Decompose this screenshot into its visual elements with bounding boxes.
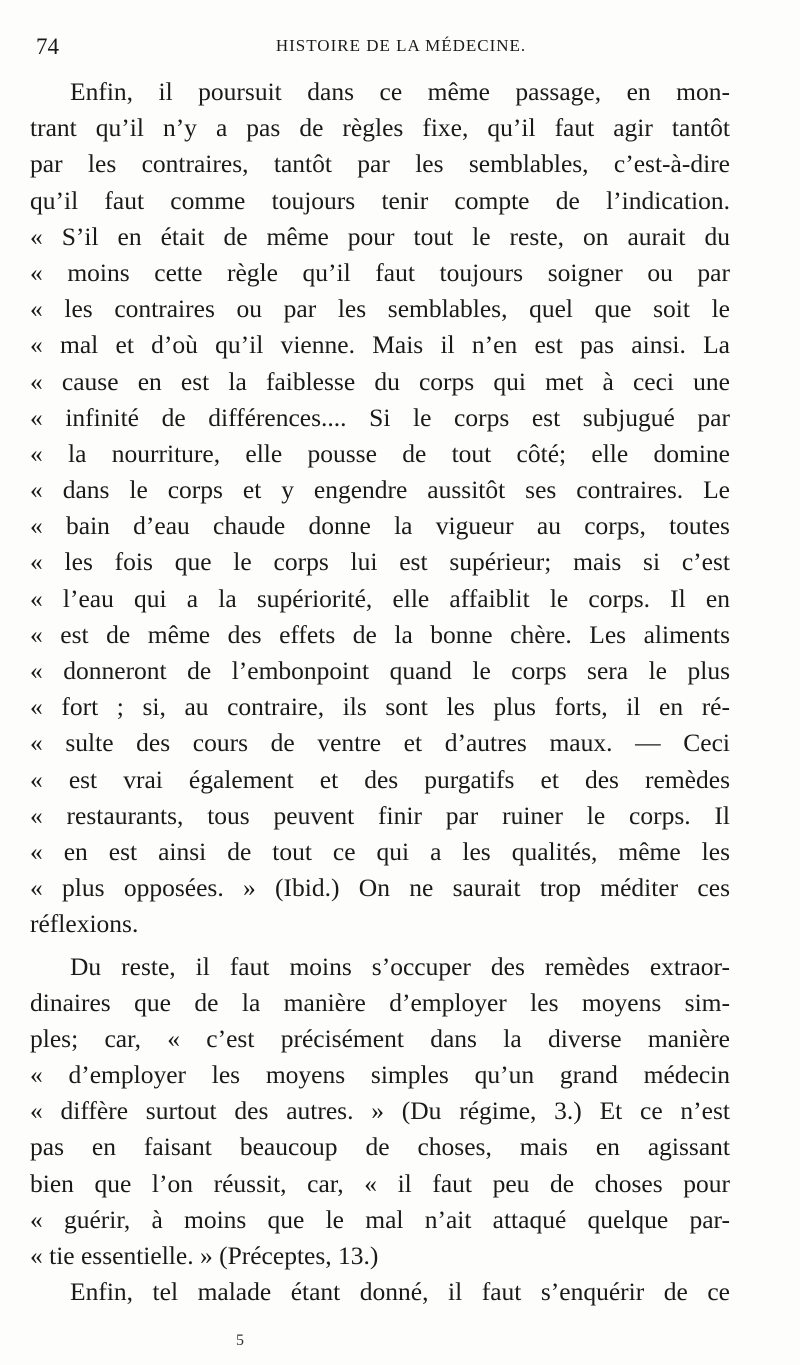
text-line: « dans le corps et y engendre aussitôt ses contraires. Le (30, 475, 730, 505)
text-line: « bain d’eau chaude donne la vigueur au corps, toutes (30, 511, 730, 541)
text-line: « S’il en était de même pour tout le reste, on aurait du (30, 221, 730, 251)
text-line: « est de même des effets de la bonne chère. Les aliments (30, 619, 730, 649)
text-line: dinaires que de la manière d’employer les moyens sim- (30, 987, 730, 1017)
text-line: « donneront de l’embonpoint quand le corps sera le plus (30, 656, 730, 685)
body-text (30, 74, 730, 1310)
text-line: « est vrai également et des purgatifs et des remèdes (30, 764, 730, 794)
running-title: HISTOIRE DE LA MÉDECINE. (275, 36, 527, 55)
text-line: « les contraires ou par les semblables, quel que soit le (30, 294, 730, 324)
page-number: 74 (36, 34, 59, 59)
text-line: « tie essentielle. » (Préceptes, 13.) (30, 1241, 379, 1270)
text-line: par les contraires, tantôt par les semblables, c’est-à-dire (30, 149, 730, 179)
text-line: « les fois que le corps lui est supérieur; mais si c’est (30, 547, 730, 577)
text-line: « d’employer les moyens simples qu’un grand médecin (30, 1060, 730, 1090)
text-line: Enfin, il poursuit dans ce même passage, en mon- (70, 77, 730, 106)
text-line: pas en faisant beaucoup de choses, mais en agissant (30, 1132, 730, 1162)
text-line: « en est ainsi de tout ce qui a les qualités, même les (30, 836, 730, 866)
text-line: « mal et d’où qu’il vienne. Mais il n’en est pas ainsi. La (30, 330, 730, 360)
text-line: « fort ; si, au contraire, ils sont les plus forts, il en ré- (30, 692, 730, 722)
text-line: qu’il faut comme toujours tenir compte de l’indication. (30, 185, 730, 215)
text-line: bien que l’on réussit, car, « il faut peu de choses pour (30, 1168, 730, 1198)
text-line: « restaurants, tous peuvent finir par ruiner le corps. Il (30, 800, 730, 830)
text-line: « guérir, à moins que le mal n’ait attaqué quelque par- (30, 1204, 730, 1234)
text-line: « diffère surtout des autres. » (Du régime, 3.) Et ce n’est (30, 1096, 730, 1126)
text-line: « plus opposées. » (Ibid.) On ne saurait trop méditer ces (30, 873, 730, 903)
text-line: Du reste, il faut moins s’occuper des remèdes extraor- (70, 951, 730, 981)
text-line: réflexions. (30, 909, 139, 939)
text-line: Enfin, tel malade étant donné, il faut s’enquérir de ce (70, 1277, 730, 1307)
text-line: « la nourriture, elle pousse de tout côté; elle domine (30, 438, 730, 468)
signature-mark: 5 (236, 1332, 244, 1349)
text-line: « sulte des cours de ventre et d’autres maux. — Ceci (30, 728, 730, 758)
text-line: trant qu’il n’y a pas de règles fixe, qu’il faut agir tantôt (30, 113, 730, 143)
text-line: « infinité de différences.... Si le corps est subjugué par (30, 402, 730, 432)
text-line: ples; car, « c’est précisément dans la diverse manière (30, 1023, 730, 1053)
text-line: « l’eau qui a la supériorité, elle affaiblit le corps. Il en (30, 583, 730, 613)
running-head (36, 34, 726, 62)
text-line: « cause en est la faiblesse du corps qui met à ceci une (30, 366, 730, 396)
text-line: « moins cette règle qu’il faut toujours soigner ou par (30, 257, 730, 287)
